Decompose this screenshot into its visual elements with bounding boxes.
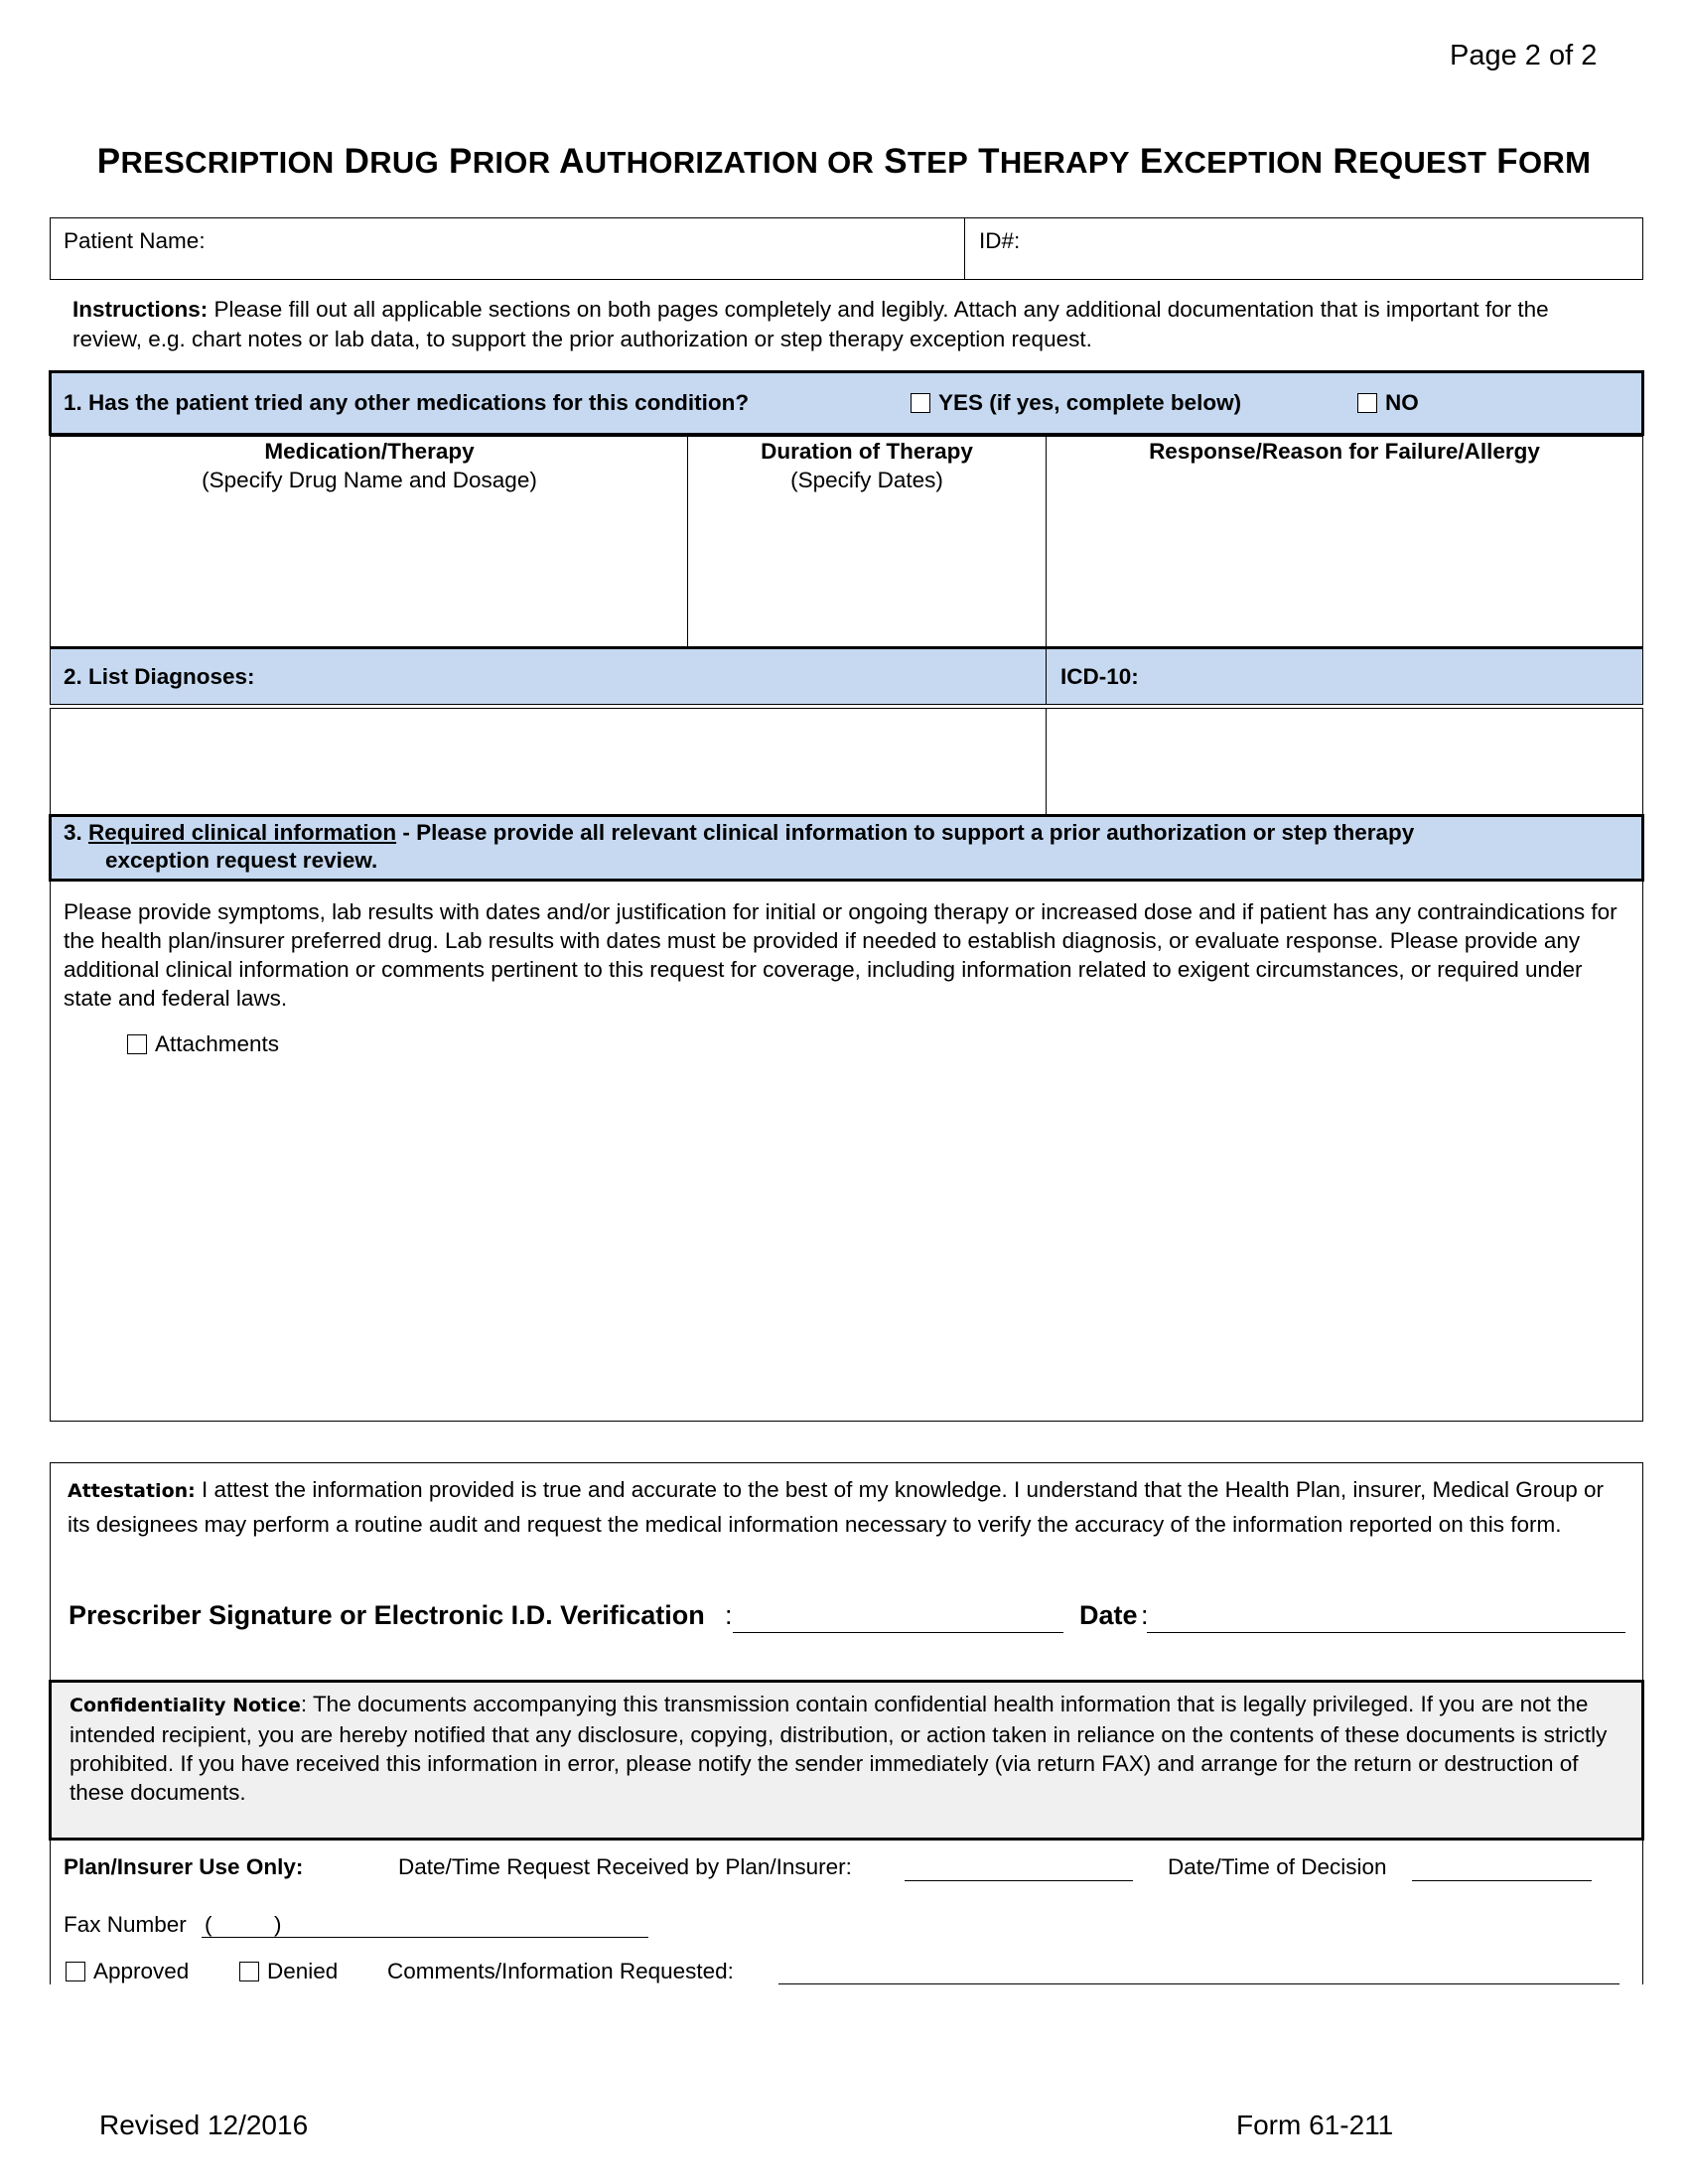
col-medication-title: Medication/Therapy — [264, 439, 475, 464]
col-response-title: Response/Reason for Failure/Allergy — [1149, 439, 1540, 464]
title-word-cap: P — [439, 142, 473, 181]
title-word-rest: ORM — [1517, 145, 1592, 180]
patient-name-label: Patient Name: — [64, 228, 206, 253]
title-word-rest: HERAPY — [999, 145, 1130, 180]
title-word-cap: T — [968, 142, 1000, 181]
patient-divider — [964, 217, 965, 280]
col-duration-title: Duration of Therapy — [761, 439, 973, 464]
date-colon: : — [1141, 1600, 1149, 1630]
title-word-cap: P — [96, 142, 121, 181]
title-word-cap: F — [1486, 142, 1518, 181]
col-medication-header — [52, 437, 687, 494]
received-line[interactable] — [905, 1854, 1133, 1881]
approved-label: Approved — [93, 1959, 190, 1983]
section3-number: 3. — [64, 820, 82, 845]
comments-label: Comments/Information Requested: — [387, 1959, 734, 1983]
signature-colon: : — [725, 1600, 733, 1630]
section2-label: 2. List Diagnoses: — [64, 664, 255, 689]
section2-header — [50, 646, 1643, 705]
clinical-info-field[interactable] — [60, 1072, 1633, 1415]
approved-checkbox[interactable] — [66, 1962, 85, 1981]
title-word-rest: RESCRIPTION — [120, 145, 335, 180]
title-word-cap: A — [550, 142, 585, 181]
instructions — [72, 295, 1621, 354]
col-response-header — [1048, 437, 1641, 466]
confidentiality-text — [70, 1690, 1628, 1807]
attachments-label: Attachments — [155, 1031, 280, 1056]
medication-input-area[interactable] — [55, 496, 680, 640]
comments-line[interactable] — [778, 1958, 1619, 1984]
decision-line[interactable] — [1412, 1854, 1592, 1881]
instructions-label: Instructions: — [72, 297, 209, 322]
confidentiality-label: Confidentiality Notice — [70, 1695, 301, 1716]
medication-col-divider-1 — [687, 436, 688, 647]
medication-col-divider-2 — [1046, 436, 1047, 647]
section1-no-option[interactable] — [1357, 388, 1419, 417]
fax-line[interactable] — [202, 1911, 648, 1938]
diagnoses-field[interactable] — [55, 712, 1041, 811]
denied-label: Denied — [267, 1959, 339, 1983]
denied-option[interactable] — [239, 1957, 338, 1985]
section3-rest2: exception request review. — [105, 848, 378, 873]
attestation-label: Attestation: — [68, 1480, 196, 1502]
duration-input-area[interactable] — [693, 496, 1041, 640]
yes-label: YES (if yes, complete below) — [938, 390, 1242, 415]
title-word-cap: S — [874, 142, 908, 181]
plan-box-left — [50, 1841, 51, 1984]
section3-title — [64, 819, 1632, 875]
icd10-label: ICD-10: — [1060, 664, 1139, 689]
patient-id-label: ID#: — [979, 228, 1021, 253]
title-word-rest: XCEPTION — [1163, 145, 1324, 180]
plan-use-label: Plan/Insurer Use Only: — [64, 1854, 304, 1879]
fax-paren: ( ) — [205, 1912, 282, 1937]
attestation-text — [68, 1473, 1626, 1542]
approved-option[interactable] — [66, 1957, 189, 1985]
title-word-rest: RUG — [369, 145, 440, 180]
form-number: Form 61-211 — [1236, 2110, 1394, 2140]
section1-yes-option[interactable] — [911, 388, 1241, 417]
page-title — [40, 142, 1648, 182]
fax-label: Fax Number — [64, 1912, 187, 1937]
patient-id-field[interactable] — [1033, 222, 1628, 272]
title-word-cap: R — [1323, 142, 1358, 181]
diagnoses-divider — [1046, 708, 1047, 817]
section3-rest: - Please provide all relevant clinical information to support a prior authorization or step therapy — [396, 820, 1415, 845]
signature-label: Prescriber Signature or Electronic I.D. Verification — [69, 1600, 705, 1630]
col-duration-header — [689, 437, 1045, 494]
revised-date: Revised 12/2016 — [99, 2110, 309, 2140]
col-medication-sub: (Specify Drug Name and Dosage) — [202, 468, 537, 492]
no-label: NO — [1385, 390, 1419, 415]
section2-divider — [1046, 646, 1047, 705]
response-input-area[interactable] — [1053, 477, 1638, 640]
title-word-rest: TEP — [907, 145, 969, 180]
title-word-rest: EQUEST — [1357, 145, 1487, 180]
date-label: Date — [1079, 1600, 1138, 1630]
required-clinical-info-link: Required clinical information — [88, 820, 397, 845]
title-word-cap: E — [1129, 142, 1164, 181]
decision-label: Date/Time of Decision — [1168, 1854, 1387, 1879]
clinical-info-text: Please provide symptoms, lab results with dates and/or justification for initial or ongoing therapy or increased dose and if patient has any contraindications for the health plan/insurer preferred drug. Lab results with dates must be provided if needed to establish diagnosis, or evaluate response. Please provide any additional clinical information or comments pertinent to this request for coverage, including information related to exigent circumstances, or required under state and federal laws. — [64, 899, 1618, 1011]
received-label: Date/Time Request Received by Plan/Insurer: — [398, 1854, 852, 1879]
signature-line[interactable] — [733, 1602, 1063, 1633]
plan-box-right — [1642, 1841, 1643, 1984]
instructions-text: Please fill out all applicable sections on both pages completely and legibly. Attach any additional documentation that is important for the review, e.g. chart notes or lab data, to support the prior authorization or step therapy exception request. — [72, 297, 1549, 351]
title-word-cap: D — [334, 142, 370, 181]
title-word-rest: UTHORIZATION OR — [584, 145, 875, 180]
denied-checkbox[interactable] — [239, 1962, 259, 1981]
page-number: Page 2 of 2 — [1450, 40, 1598, 71]
col-duration-sub: (Specify Dates) — [790, 468, 943, 492]
confidentiality-body: : The documents accompanying this transmission contain confidential health information that is legally privileged. If you are not the intended recipient, you are hereby notified that any disclosure, copying, distribution, or action taken in reliance on the contents of these documents is strictly prohibited. If you have received this information in error, please notify the sender immediately (via return FAX) and arrange for the return or destruction of these documents. — [70, 1692, 1608, 1805]
attachments-option[interactable] — [127, 1029, 279, 1058]
patient-name-field[interactable] — [228, 222, 953, 272]
title-word-rest: RIOR — [472, 145, 551, 180]
no-checkbox[interactable] — [1357, 393, 1377, 413]
yes-checkbox[interactable] — [911, 393, 930, 413]
attestation-body: I attest the information provided is true and accurate to the best of my knowledge. I understand that the Health Plan, insurer, Medical Group or its designees may perform a routine audit and request the medical information necessary to verify the accuracy of the information reported on this form. — [68, 1477, 1605, 1537]
icd10-field[interactable] — [1051, 712, 1638, 811]
section1-question: 1. Has the patient tried any other medications for this condition? — [64, 390, 750, 415]
date-line[interactable] — [1147, 1602, 1625, 1633]
attachments-checkbox[interactable] — [127, 1034, 147, 1054]
